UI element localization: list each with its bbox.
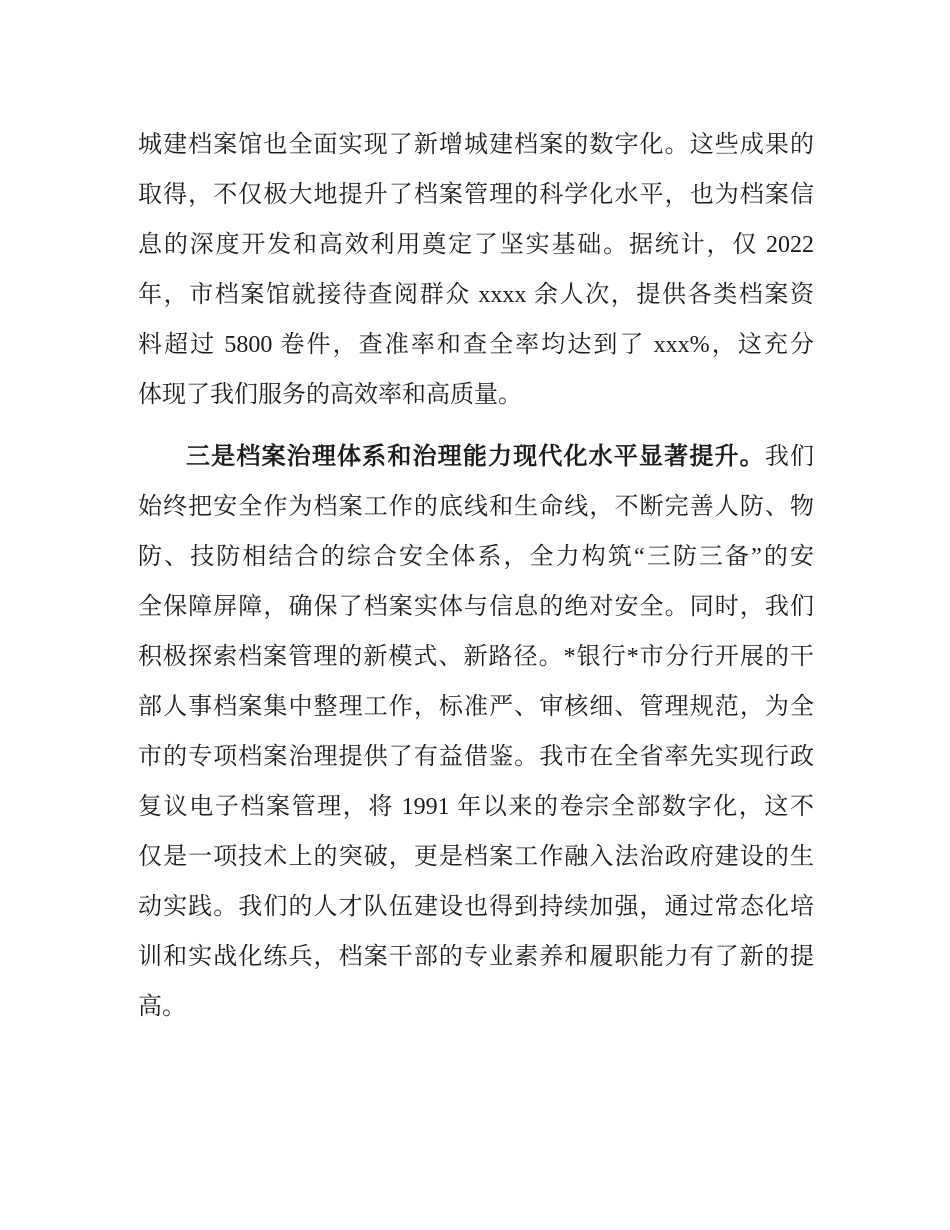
text-line (138, 782, 814, 832)
text-line (138, 932, 814, 982)
text-line (138, 982, 814, 1032)
document-content (138, 120, 814, 1032)
text-line (138, 582, 814, 632)
body-text: 息的深度开发和高效利用奠定了坚实基础。据统计，仅 2022 (138, 232, 814, 258)
text-line (138, 170, 814, 220)
body-text: 积极探索档案管理的新模式、新路径。*银行*市分行开展的干 (138, 644, 814, 670)
body-text: 取得，不仅极大地提升了档案管理的科学化水平，也为档案信 (138, 182, 814, 208)
text-line (138, 120, 814, 170)
body-text: 始终把安全作为档案工作的底线和生命线，不断完善人防、物 (138, 494, 814, 520)
text-line (138, 432, 814, 482)
body-text: 部人事档案集中整理工作，标准严、审核细、管理规范，为全 (138, 694, 814, 720)
body-text: 体现了我们服务的高效率和高质量。 (138, 382, 522, 408)
paragraph-1 (138, 120, 814, 420)
text-line (138, 370, 814, 420)
text-line (138, 270, 814, 320)
body-text: 高。 (138, 994, 186, 1020)
body-text: 全保障屏障，确保了档案实体与信息的绝对安全。同时，我们 (138, 594, 814, 620)
text-line (138, 320, 814, 370)
text-line (138, 632, 814, 682)
body-text: 料超过 5800 卷件，查准率和查全率均达到了 xxx%，这充分 (138, 332, 814, 358)
paragraph-2 (138, 432, 814, 1032)
body-text: 我们 (764, 444, 815, 470)
body-text: 年，市档案馆就接待查阅群众 xxxx 余人次，提供各类档案资 (138, 282, 814, 308)
body-text: 训和实战化练兵，档案干部的专业素养和履职能力有了新的提 (138, 944, 814, 970)
text-line (138, 732, 814, 782)
body-text: 市的专项档案治理提供了有益借鉴。我市在全省率先实现行政 (138, 744, 814, 770)
body-text: 防、技防相结合的综合安全体系，全力构筑“三防三备”的安 (138, 544, 814, 570)
body-text: 动实践。我们的人才队伍建设也得到持续加强，通过常态化培 (138, 894, 814, 920)
body-text: 复议电子档案管理，将 1991 年以来的卷宗全部数字化，这不 (138, 794, 814, 820)
text-line (138, 482, 814, 532)
text-line (138, 882, 814, 932)
body-text: 仅是一项技术上的突破，更是档案工作融入法治政府建设的生 (138, 844, 814, 870)
text-line (138, 532, 814, 582)
body-text: 城建档案馆也全面实现了新增城建档案的数字化。这些成果的 (138, 132, 814, 158)
text-line (138, 682, 814, 732)
bold-heading-text: 三是档案治理体系和治理能力现代化水平显著提升。 (186, 443, 765, 470)
text-line (138, 220, 814, 270)
text-line (138, 832, 814, 882)
